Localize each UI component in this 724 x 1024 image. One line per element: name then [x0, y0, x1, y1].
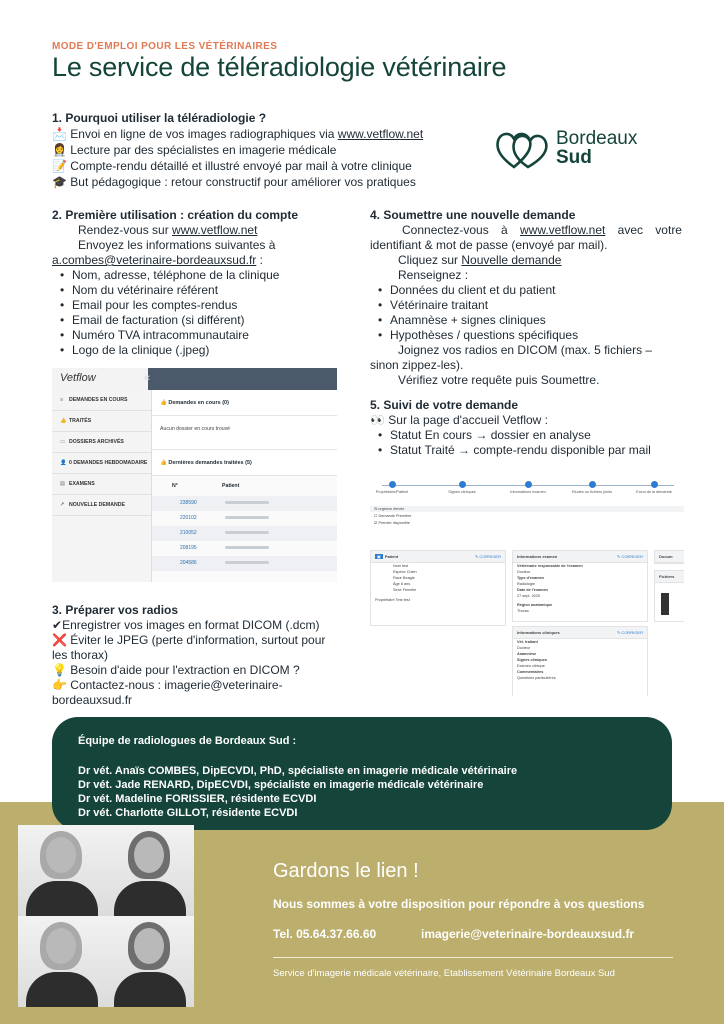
field: Propriétaire Test test: [375, 598, 410, 602]
user-icon: 👤: [60, 460, 67, 466]
sidebar-item-examens[interactable]: [52, 474, 151, 495]
panel-title: 👍 Dernières demandes traitées (5): [152, 450, 337, 476]
divider: [273, 957, 673, 958]
list-item: • Numéro TVA intracommunautaire: [60, 328, 342, 343]
portrait-photo: [106, 916, 194, 1007]
table-body: [152, 496, 337, 571]
field: 27 sept. 2025: [517, 594, 541, 598]
col-no: N°: [172, 483, 178, 489]
text-line: [370, 223, 682, 253]
table-row[interactable]: [152, 556, 337, 571]
cross-icon: ❌: [52, 633, 67, 647]
sidebar-item-label: EXAMENS: [69, 481, 95, 487]
row-number: 220102: [180, 515, 197, 521]
item-text: Envoi en ligne de vos images radiographiques via: [70, 127, 338, 141]
text-line: Envoyez les informations suivantes à: [78, 238, 276, 252]
step[interactable]: [626, 481, 682, 494]
sidebar-item-traites[interactable]: [52, 411, 151, 432]
item-text: Contactez-nous : imagerie@veterinaire-bordeauxsud.fr: [52, 678, 283, 707]
checkbox-row[interactable]: ☑ Premier disponible: [374, 521, 410, 525]
text: Connectez-vous à: [402, 223, 520, 237]
col-patient: Patient: [222, 483, 240, 489]
sidebar-item-nouvelle-demande[interactable]: [52, 495, 151, 516]
sidebar-item-hebdomadaire[interactable]: [52, 453, 151, 474]
item-text: Éviter le JPEG (perte d'information, surtout pour les thorax): [52, 633, 326, 662]
step-label: Informations examen: [510, 490, 546, 494]
check-icon: ✔: [52, 618, 63, 632]
checkbox-label: Demande Première: [378, 514, 412, 518]
external-link-icon: ↗: [60, 502, 65, 508]
field: Signes cliniques: [517, 658, 547, 662]
doctor-icon: 👩‍⚕️: [52, 143, 67, 157]
list-item: [52, 126, 452, 142]
info-list: [52, 268, 342, 358]
text-line: [370, 343, 682, 373]
sidebar-item-label: 0 DEMANDES HEBDOMADAIRE: [69, 460, 148, 466]
text: Sur la page d'accueil Vetflow :: [388, 413, 549, 427]
list-item: • Statut En cours → dossier en analyse: [378, 428, 682, 443]
step[interactable]: [434, 481, 490, 494]
table-row[interactable]: [152, 496, 337, 511]
list-item: • Hypothèses / questions spécifiques: [378, 328, 682, 343]
contact-section: [273, 860, 693, 979]
files-block: [654, 570, 684, 622]
row-number: 238590: [180, 500, 197, 506]
app-main: [152, 390, 337, 582]
request-form-screenshot: [370, 478, 684, 696]
stepper: [370, 478, 684, 500]
step[interactable]: [500, 481, 556, 494]
block-title: [513, 551, 647, 563]
urgency-label: Si urgence élevée: [370, 506, 684, 512]
graduation-cap-icon: 🎓: [52, 175, 67, 189]
panel-body: Aucun dossier en cours trouvé: [152, 416, 337, 450]
block-title: ▣ Patient ✎ CORRIGER: [371, 551, 505, 563]
row-number: 210052: [180, 530, 197, 536]
text-line: Renseignez :: [398, 268, 469, 282]
edit-button[interactable]: ✎ CORRIGER: [616, 630, 643, 635]
table-header: [152, 476, 337, 496]
section-prepare: [52, 603, 340, 708]
section-account-title: 2. Première utilisation : création du compte: [52, 208, 299, 222]
field: Type d'examen: [517, 576, 544, 580]
field: Vét. traitant: [517, 640, 538, 644]
logo-line1: Bordeaux: [556, 128, 638, 149]
list-item: • Vétérinaire traitant: [378, 298, 682, 313]
section-follow-title: 5. Suivi de votre demande: [370, 398, 519, 412]
step[interactable]: [370, 481, 420, 494]
urgency-block: [370, 506, 684, 540]
field: Espèce Chien: [393, 570, 417, 574]
team-member: Dr vét. Anaïs COMBES, DipECVDI, PhD, spécialiste en imagerie médicale vétérinaire: [78, 765, 518, 777]
sidebar-item-label: TRAITÉS: [69, 418, 92, 424]
text-line: Vérifiez votre requête puis Soumettre.: [398, 373, 600, 387]
field: Sexe Femelle: [393, 588, 417, 592]
contact-row: [273, 927, 693, 943]
block-title: Fichiers: [655, 571, 684, 583]
item-text: But pédagogique : retour constructif pour améliorer vos pratiques: [70, 175, 416, 189]
list-item: • Données du client et du patient: [378, 283, 682, 298]
list-item: [52, 142, 452, 158]
row-number: 208195: [180, 545, 197, 551]
table-row[interactable]: [152, 541, 337, 556]
list-item: [52, 663, 340, 678]
checkbox-row[interactable]: ☐ Demande Première: [374, 514, 412, 518]
email-link[interactable]: a.combes@veterinaire-bordeauxsud.fr: [52, 253, 257, 267]
sidebar-item-label: NOUVELLE DEMANDE: [69, 502, 125, 508]
field: Âge 8 ans: [393, 582, 411, 586]
step-label: Envoi de la demande: [636, 490, 672, 494]
row-number: 204586: [180, 560, 197, 566]
text-line: [52, 253, 342, 268]
app-topbar: [52, 368, 337, 390]
field: Nom test: [393, 564, 409, 568]
section-follow: [370, 398, 682, 458]
checkbox-label: Premier disponible: [378, 521, 410, 525]
step-label: Signes cliniques: [448, 490, 476, 494]
nouvelle-demande-link[interactable]: Nouvelle demande: [461, 253, 562, 267]
sidebar-item-label: DEMANDES EN COURS: [69, 397, 128, 403]
block-title-text: Informations examen: [517, 554, 558, 559]
clinical-block: [512, 626, 648, 696]
field: Date de l'examen: [517, 588, 548, 592]
documents-block: [654, 550, 684, 564]
step-label: Etudes ou fichiers joints: [571, 490, 613, 494]
form-fields-list: [370, 283, 682, 343]
vetflow-link[interactable]: www.vetflow.net: [337, 127, 424, 141]
portrait-photo: [106, 825, 194, 916]
sidebar-item-archives[interactable]: [52, 432, 151, 453]
edit-button[interactable]: ✎ CORRIGER: [474, 554, 501, 559]
page-title: Le service de téléradiologie vétérinaire: [52, 52, 507, 82]
team-title: Équipe de radiologues de Bordeaux Sud :: [78, 735, 297, 747]
eyes-icon: 👀: [370, 413, 385, 427]
logo-line2: Sud: [556, 147, 592, 168]
exam-block: [512, 550, 648, 622]
team-photos: [18, 825, 194, 1007]
block-title-text: Informations cliniques: [517, 630, 560, 635]
list-item: [52, 174, 452, 190]
folder-icon: ▭: [60, 439, 65, 445]
block-title-text: Patient: [384, 554, 399, 559]
kicker: MODE D'EMPLOI POUR LES VÉTÉRINAIRES: [52, 41, 278, 52]
thumbs-up-icon: 👍: [60, 418, 67, 424]
field: Docteur: [517, 570, 531, 574]
field: Commentaires: [517, 670, 544, 674]
block-title: [513, 627, 647, 639]
section-account: [52, 208, 342, 358]
item-text: Lecture par des spécialistes en imagerie médicale: [70, 143, 337, 157]
field: Race Beagle: [393, 576, 415, 580]
memo-icon: 📝: [52, 159, 67, 173]
list-icon: ≡: [60, 397, 64, 403]
edit-button[interactable]: ✎ CORRIGER: [616, 554, 643, 559]
list-item: • Nom, adresse, téléphone de la clinique: [60, 268, 342, 283]
text: Rendez-vous sur: [78, 223, 173, 237]
envelope-icon: 📩: [52, 127, 67, 141]
portrait-photo: [18, 825, 106, 916]
sidebar-item-en-cours[interactable]: [52, 390, 151, 411]
step[interactable]: [564, 481, 620, 494]
list-item: • Email de facturation (si différent): [60, 313, 342, 328]
vetflow-logo: Vetflow: [52, 368, 148, 390]
grid-icon: ▤: [60, 481, 65, 487]
field: Vétérinaire responsable de l'examen: [517, 564, 583, 568]
team-box: [52, 717, 672, 830]
list-item: • Nom du vétérinaire référent: [60, 283, 342, 298]
section-submit-title: 4. Soumettre une nouvelle demande: [370, 208, 576, 222]
footer-text: Service d'imagerie médicale vétérinaire, Etablissement Vétérinaire Bordeaux Sud: [273, 968, 615, 979]
vetflow-link[interactable]: www.vetflow.net: [519, 223, 606, 237]
text-line: [52, 223, 342, 238]
text: avec votre identifiant & mot de passe (envoyé par mail).: [370, 223, 682, 252]
list-item: [52, 678, 340, 708]
vetflow-link[interactable]: www.vetflow.net: [172, 223, 258, 237]
text: :: [256, 253, 263, 267]
item-text: Besoin d'aide pour l'extraction en DICOM ?: [70, 663, 300, 677]
list-item: [52, 633, 340, 663]
xray-thumbnail[interactable]: [661, 593, 669, 615]
table-row[interactable]: [152, 526, 337, 541]
bordeaux-sud-logo: [494, 127, 654, 171]
team-member: Dr vét. Madeline FORISSIER, résidente ECVDI: [78, 793, 317, 805]
table-row[interactable]: [152, 511, 337, 526]
contact-email[interactable]: imagerie@veterinaire-bordeauxsud.fr: [421, 927, 635, 941]
pointing-hand-icon: 👉: [52, 678, 67, 692]
vetflow-dashboard-screenshot: [52, 368, 337, 582]
section-prepare-title: 3. Préparer vos radios: [52, 603, 179, 617]
phone-number[interactable]: Tel. 05.64.37.66.60: [273, 927, 377, 941]
app-sidebar: [52, 390, 152, 582]
step-label: Propriétaire/Patient: [375, 490, 409, 494]
contact-title: Gardons le lien !: [273, 860, 419, 882]
panel-title-text: Demandes en cours (0): [168, 400, 229, 406]
list-item: • Logo de la clinique (.jpeg): [60, 343, 342, 358]
text: Cliquez sur: [398, 253, 462, 267]
field: Thorax: [517, 609, 529, 613]
text-line: [370, 253, 682, 268]
list-item: • Statut Traité → compte-rendu disponible par mail: [378, 443, 682, 458]
item-text: Enregistrer vos images en format DICOM (.dcm): [62, 618, 320, 632]
lightbulb-icon: 💡: [52, 663, 67, 677]
field: Région anatomique: [517, 603, 553, 607]
text: Joignez vos radios en DICOM (max. 5 fichiers – sinon zippez-les).: [370, 343, 653, 372]
patient-block: [370, 550, 506, 626]
collapse-icon[interactable]: «: [144, 372, 151, 384]
panel-title: 👍 Demandes en cours (0): [152, 390, 337, 416]
contact-subtitle: Nous sommes à votre disposition pour répondre à vos questions: [273, 897, 645, 911]
text-line: [370, 413, 682, 428]
team-member: Dr vét. Jade RENARD, DipECVDI, spécialiste en imagerie médicale vétérinaire: [78, 779, 484, 791]
status-list: [370, 428, 682, 458]
field: Examen clinique: [517, 664, 545, 668]
field: Questions particulières: [517, 676, 556, 680]
double-heart-logo-icon: [494, 127, 550, 171]
section-submit: [370, 208, 682, 388]
list-item: • Anamnèse + signes cliniques: [378, 313, 682, 328]
field: Radiologie: [517, 582, 535, 586]
list-item: [52, 158, 452, 174]
item-text: Compte-rendu détaillé et illustré envoyé par mail à votre clinique: [70, 159, 412, 173]
sidebar-item-label: DOSSIERS ARCHIVÉS: [69, 439, 124, 445]
section-why: [52, 110, 452, 190]
portrait-photo: [18, 916, 106, 1007]
team-member: Dr vét. Charlotte GILLOT, résidente ECVDI: [78, 807, 298, 819]
field: Anamnèse: [517, 652, 537, 656]
field: Docteur: [517, 646, 531, 650]
list-item: [52, 618, 340, 633]
block-title: Docum: [655, 551, 684, 563]
list-item: • Email pour les comptes-rendus: [60, 298, 342, 313]
panel-title-text: Dernières demandes traitées (5): [168, 460, 252, 466]
section-why-title: 1. Pourquoi utiliser la téléradiologie ?: [52, 111, 267, 125]
